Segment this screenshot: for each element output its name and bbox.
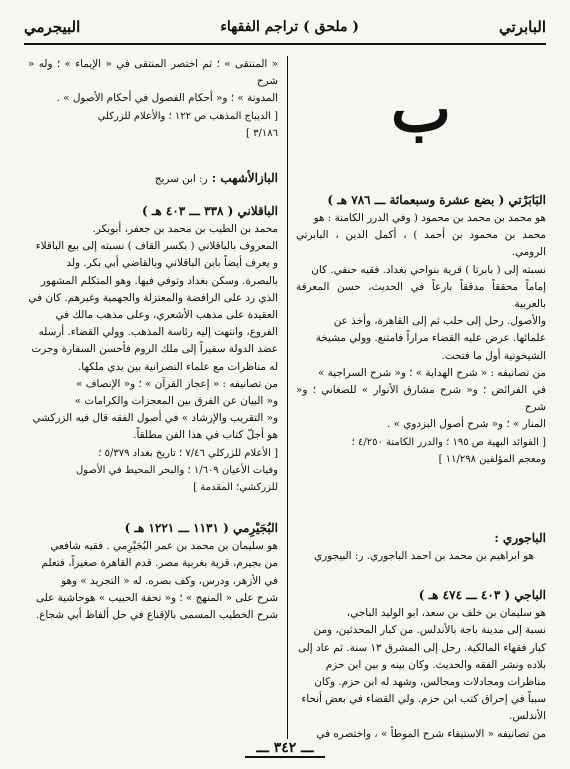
right-column (296, 56, 546, 743)
entry-heading-bujayrimi: البُجَيْرِمي ( ١١٣١ ـــ ١٢٢١ هـ ) (124, 521, 278, 536)
entry-heading-baji: الباجي ( ٤٠٣ ـــ ٤٧٤ هـ ) (418, 588, 546, 603)
text-line: العقيدة على مذهب الأشعري، وعلى مذهب مالك في (55, 309, 278, 322)
header-center-title: ( ملحق ) تراجم الفقهاء (220, 19, 360, 35)
entry-body-bujayrimi (28, 538, 278, 624)
text-line: محمد بن محمود بن أحمد ) ، أكمل الدين ، البابرتي الرومي. (296, 229, 546, 259)
text-line: هو أجلّ كتاب في هذا الفن مطلقاً. (133, 429, 278, 442)
text-line: المدونة » ؛ و« أحكام الفصول في أحكام الأصول » . (56, 92, 278, 105)
reference-line: ٣/١٨٦ ] (246, 127, 278, 139)
text-line: مناظرات ومجادلات ومجالس، وشهد له ابن حزم. وكان (314, 676, 546, 689)
reference-line: [ الديباج المذهب ص ١٢٢ ؛ والأعلام للزركلي (97, 110, 278, 122)
entry-heading-baqillani: الباقلاني ( ٣٣٨ ـــ ٤٠٣ هـ ) (141, 204, 278, 219)
text-line: هو سليمان بن خلف بن سعد، ابو الوليد الباجي، (346, 607, 546, 620)
entry-heading-bajuri: الباجوري : (494, 531, 546, 546)
entry-heading-babarti: البَابَرْتي ( بضع عشرة وسبعمائة ـــ ٧٨٦ هـ ) (327, 193, 546, 207)
text-line: من تصانيفه : « شرح الهداية » ؛ و« شرح السراجية » (318, 366, 546, 379)
text-line: إماماً محققاً مدققاً بارعاً في الحديث، حسن المعرفة بالعربية (296, 280, 546, 311)
text-line: بلاده ونشر الفقه والحديث. وكان بينه و بين ابن حزم (325, 658, 546, 671)
text-line: له مناظرات مع علماء النصرانية بين يدي ملكها. (77, 360, 278, 373)
text-line: والأصول. رحل إلى حلب ثم إلى القاهرة، وأخذ عن (333, 315, 546, 328)
text-line: و يعرف أيضاً بابن الباقلاني وبالقاضي أبي بكر. ولد (66, 257, 278, 270)
text-line: من تصانيفه : « إعجاز القرآن » ؛ و« الإنصاف » (76, 377, 278, 390)
entry-continuation (28, 56, 278, 142)
text-line: و« البيان عن الفرق بين المعجزات والكرامات » (74, 395, 278, 408)
text-line: الشيخونية أول ما فتحت. (441, 349, 546, 362)
cross-reference-text: ر: ابن سريج (154, 173, 208, 186)
header-rule (24, 43, 546, 45)
text-line: نسبة إلى مدينة باجة بالأندلس. من كبار المحدثين، ومن (313, 624, 546, 637)
entry-body-baji (296, 605, 546, 743)
column-divider (287, 56, 288, 739)
reference-line: وفيات الأعيان ١/٦٠٩ ؛ والبحر المحيط في الأصول (76, 464, 278, 476)
page-number: ـــ ٣٤٢ ـــ (245, 740, 326, 758)
cross-reference-bajuri: هو ابراهيم بن محمد بن احمد الباجوري. ر: البيجوري (314, 550, 534, 563)
left-column (28, 56, 278, 624)
text-line: الأندلس. (509, 710, 546, 723)
text-line: الفروع، وانتهت إليه رئاسة المذهب. وولي القضاء. أرسله (38, 326, 278, 339)
text-line: هو سليمان بن محمد بن عمر البُجَيْرِمي . فقيه شافعي (50, 540, 278, 553)
text-line: المعروف بالباقلاني ( بكسر القاف ) نسبته إلى بيع الباقلاء (35, 240, 278, 253)
text-line: نسبته إلى ( بابرتا ) قرية بنواحي بغداد. فقيه حنفي. كان (311, 263, 546, 276)
text-line: و« التقريب والإرشاد » في أصول الفقه قال فيه الزركشي (32, 412, 278, 425)
text-line: في الفرائض ؛ و« شرح مشارق الأنوار » للصغاني ؛ و« شرح (296, 384, 546, 414)
entry-body-baqillani (28, 221, 278, 496)
text-line: شرح الخطيب المسمى بالإقناع في حل ألفاظ أبي شجاع. (35, 609, 278, 622)
text-line: من بجيرم، قرية بغربية مصر. قدم القاهرة صغيراً، فتعلم (41, 557, 278, 570)
header-left-title: البيجرمي (24, 18, 81, 36)
text-line: من تصانيفه « الاستيفاء شرح الموطأ » ، واختصره في (316, 727, 546, 740)
header-right-title: البابرتي (499, 18, 546, 36)
entry-heading-text: البازالأشهب : (211, 171, 278, 186)
text-line: « المنتقى » ؛ ثم اختصر المنتقى في « الإيماء » ؛ وله « شرح (28, 58, 278, 88)
text-line: الذي رد على الرافضة والمعتزلة والجهمية وغيرهم. كان في (28, 291, 278, 304)
reference-line: ومعجم المؤلفين ١١/٢٩٨ ] (438, 453, 546, 465)
text-line: سبباً في إحراق كتب ابن حزم. ولي القضاء في بعض أنحاء (301, 693, 546, 706)
reference-line: [ الأعلام للزركلي ٧/٤٦ ؛ تاريخ بغداد ٥/٣٧٩ ؛ (98, 447, 278, 459)
text-line: هو محمد بن محمد بن محمود ( وفي الدرر الكامنة : هو (313, 212, 546, 224)
page-footer (0, 740, 570, 756)
entry-heading-baz-ashhab (28, 168, 278, 189)
text-line: بالبصرة. وسكن بغداد وتوفي فيها. وهو المتكلم المشهور (40, 274, 278, 287)
text-line: المنار » ؛ و« شرح أصول البزدوي » . (387, 418, 546, 431)
text-line: في الأزهر، ودرس، وكف بصره. له « التجريد » وهو (61, 574, 278, 587)
section-letter: ب (390, 72, 452, 147)
text-line: عضد الدولة سفيراً إلى ملك الروم فأحسن السفارة وجرت (31, 343, 278, 356)
entry-body-babarti (296, 210, 546, 468)
reference-line: للزركشي؛ المقدمة ] (193, 482, 278, 494)
reference-line: [ الفوائد البهية ص ١٩٥ ؛ والدرر الكامنة ٤/٢٥٠ ؛ (351, 436, 546, 448)
text-line: محمد بن الطيب بن محمد بن جعفر، أبوبكر. (92, 223, 278, 236)
text-line: شرح على « المنهج » ؛ و« تحفة الحبيب » هوحاشية على (35, 591, 278, 604)
text-line: علمائها. عرض عليه القضاء مراراً فامتنع. وولي مشيخة (315, 332, 546, 345)
running-header (24, 14, 546, 40)
text-line: كبار فقهاء المالكية. رحل إلى المشرق ١٣ سنة. ثم عاد إلى (297, 641, 546, 654)
